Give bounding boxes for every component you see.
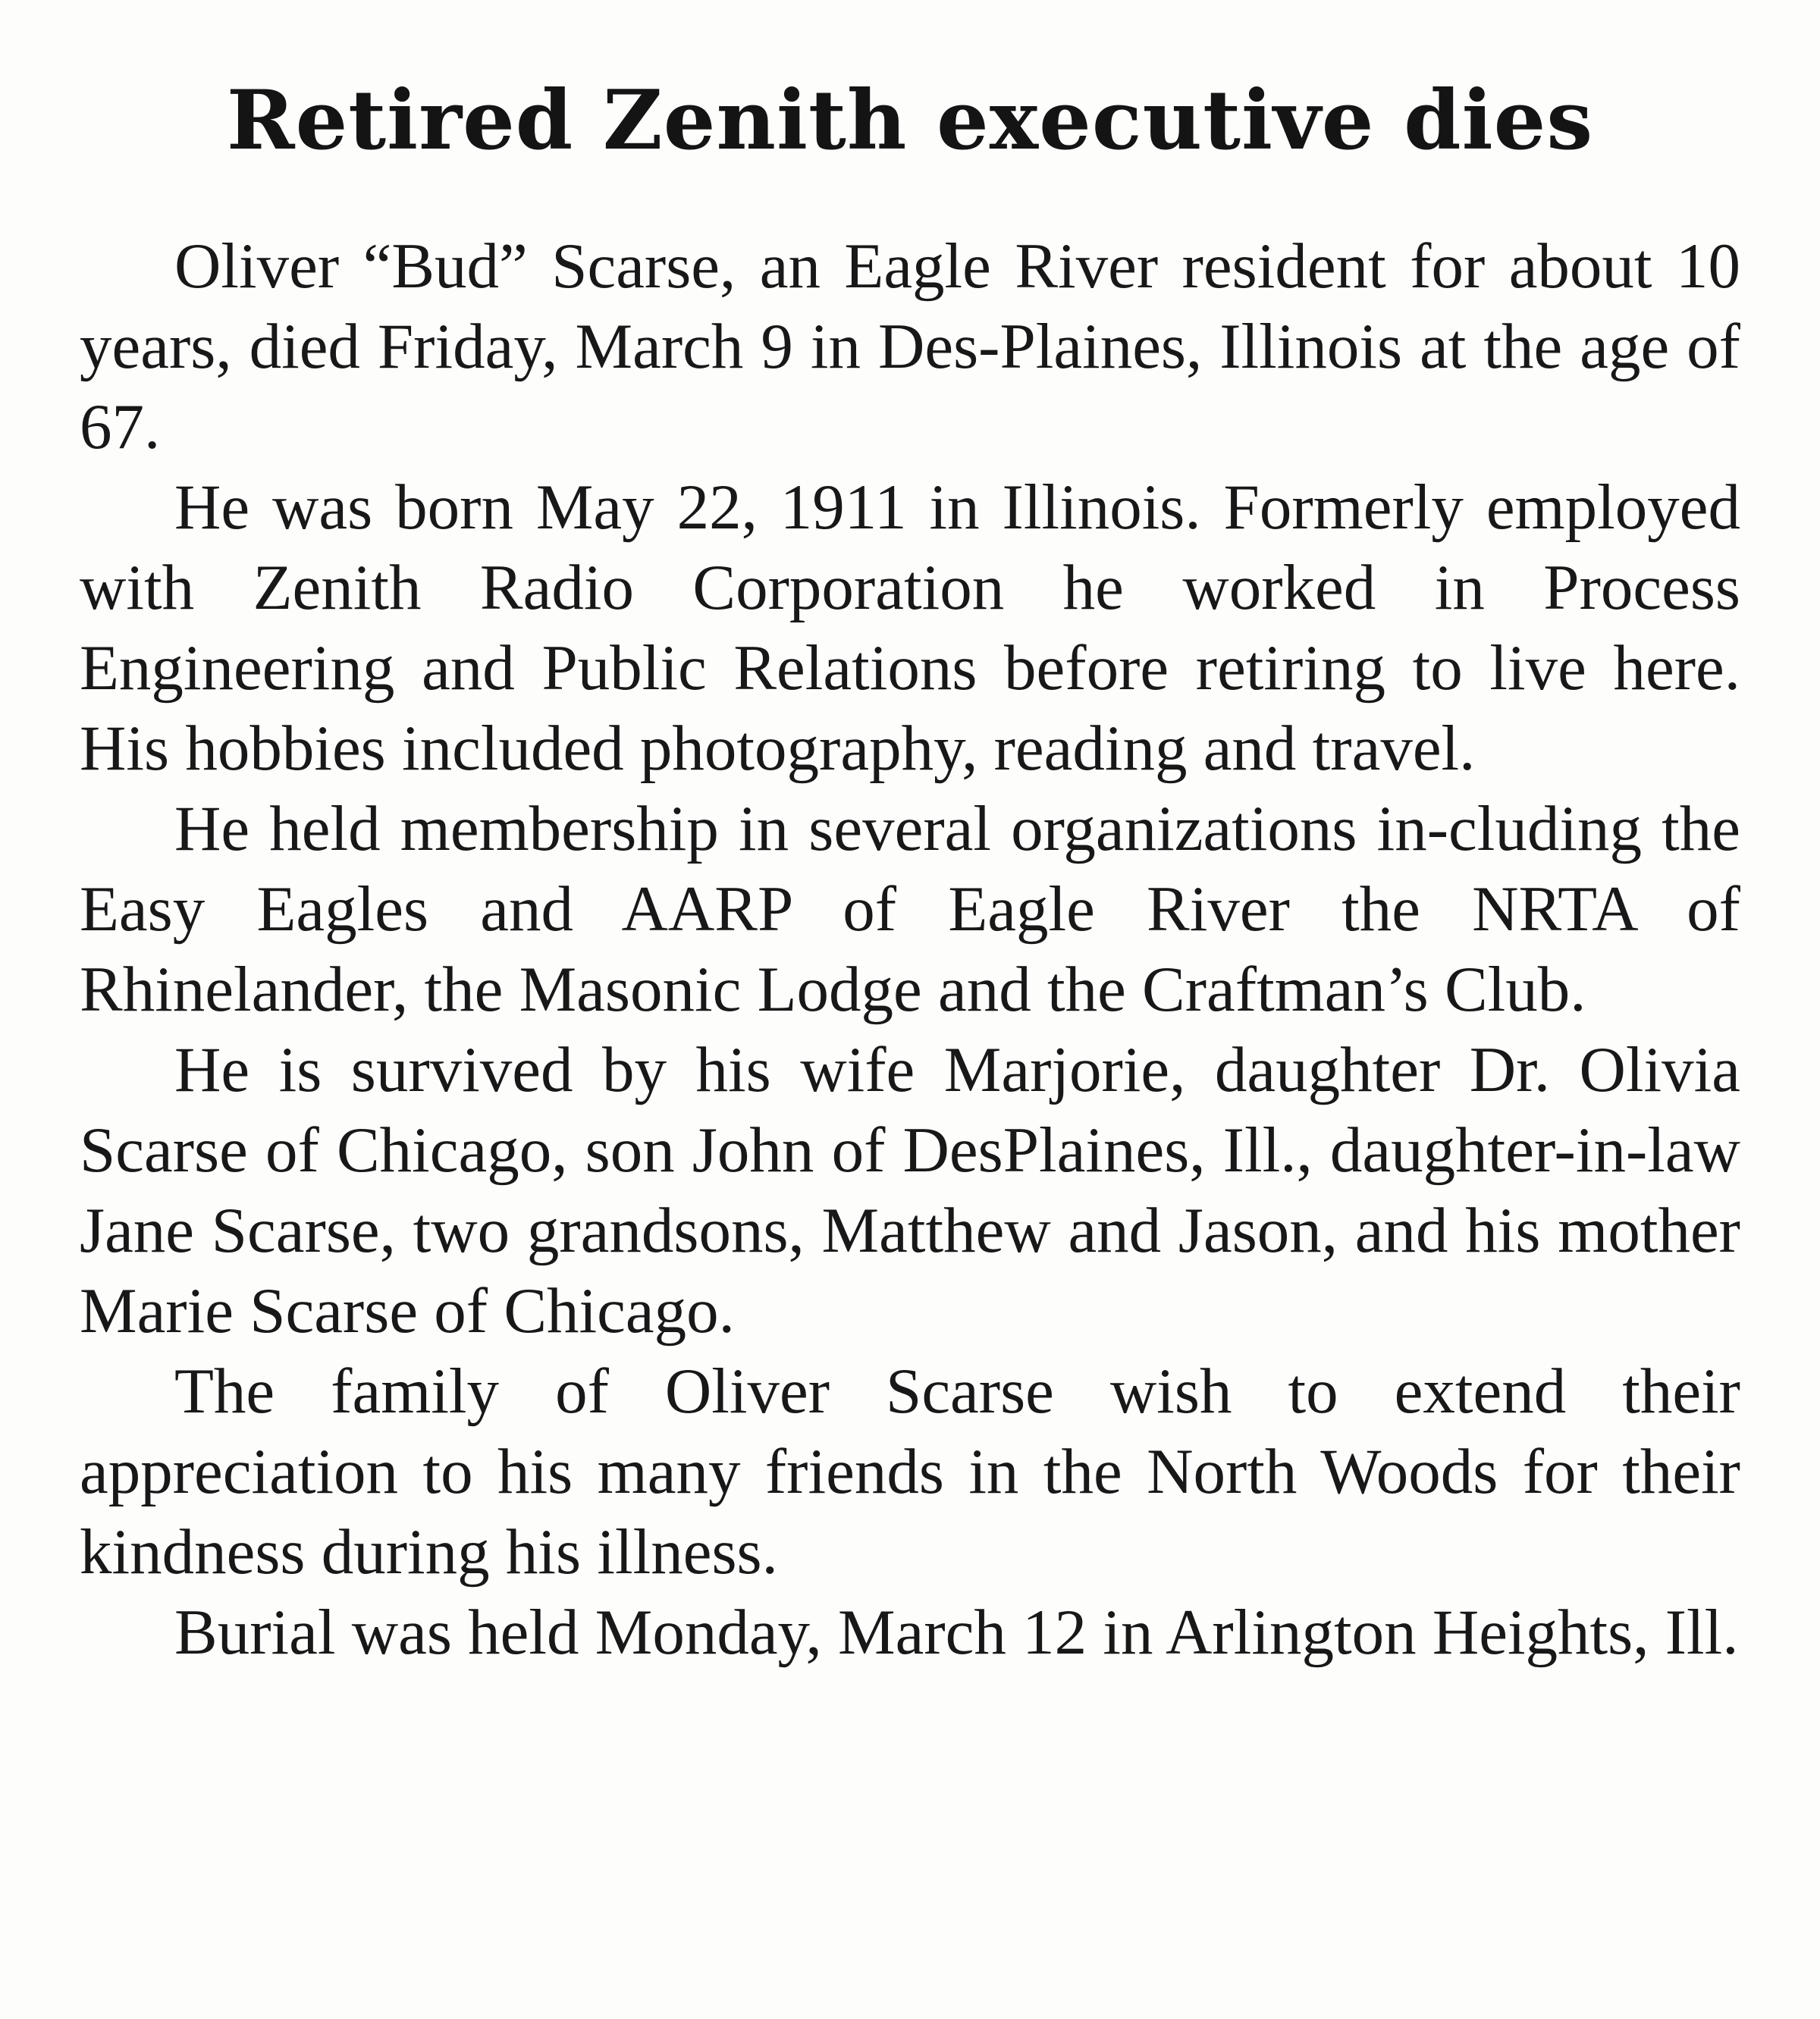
- paragraph-burial: Burial was held Monday, March 12 in Arlington Heights, Ill.: [174, 1597, 1739, 1668]
- article-headline: Retired Zenith executive dies: [226, 73, 1594, 168]
- paragraph-appreciation: The family of Oliver Scarse wish to extend their appreciation to his many friends in the North Woods for their kindness during his illness.: [80, 1356, 1740, 1588]
- article-body: [80, 226, 1740, 1673]
- paragraph-survivors: He is survived by his wife Marjorie, daughter Dr. Olivia Scarse of Chicago, son John of DesPlaines, Ill., daughter-in-law Jane Scarse, two grandsons, Matthew and Jason, and his mother Marie Scarse of Chicago.: [80, 1034, 1740, 1347]
- paragraph-death-notice: Oliver “Bud” Scarse, an Eagle River resident for about 10 years, died Friday, March 9 in Des-Plaines, Illinois at the age of 67.: [80, 230, 1740, 462]
- paragraph-biography: He was born May 22, 1911 in Illinois. Formerly employed with Zenith Radio Corporation he worked in Process Engineering and Public Relations before retiring to live here. His hobbies included photography, reading and travel.: [80, 472, 1740, 784]
- paragraph-memberships: He held membership in several organizations in-cluding the Easy Eagles and AARP of Eagle River the NRTA of Rhinelander, the Masonic Lodge and the Craftman’s Club.: [80, 793, 1740, 1025]
